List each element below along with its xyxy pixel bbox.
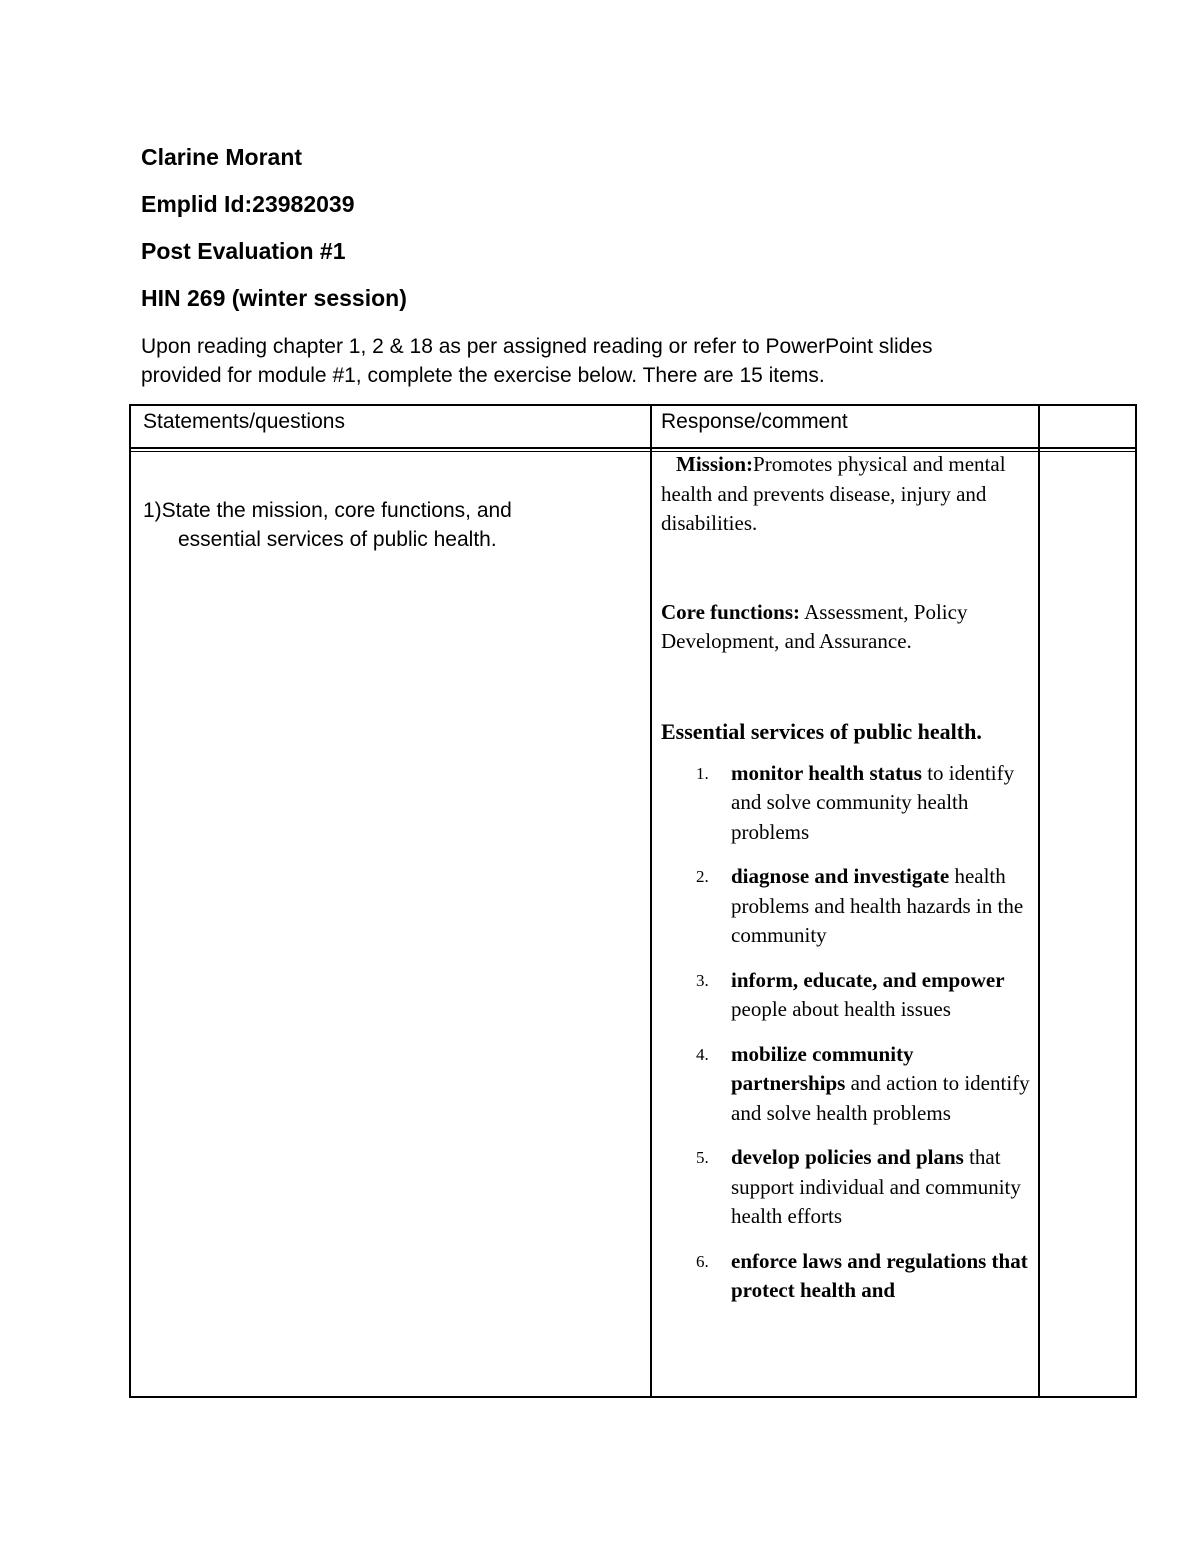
essential-services-title: Essential services of public health.: [661, 718, 982, 744]
header-row-divider: [131, 447, 1135, 449]
column-header-response: Response/comment: [661, 410, 848, 433]
exercise-table: [129, 404, 1137, 1398]
column-header-statements: Statements/questions: [143, 410, 345, 433]
column-divider: [1038, 406, 1040, 1396]
column-divider: [650, 406, 652, 1396]
instructions-line-1: Upon reading chapter 1, 2 & 18 as per assigned reading or refer to PowerPoint slides: [141, 335, 933, 358]
list-item: 1. monitor health status to identify and solve community health problems: [696, 760, 1015, 844]
instructions-line-2: provided for module #1, complete the exercise below. There are 15 items.: [141, 364, 825, 387]
mission-label: Mission:: [676, 452, 754, 476]
student-name: Clarine Morant: [141, 144, 303, 170]
core-functions-text: Assessment, Policy Development, and Assurance.: [661, 599, 968, 653]
core-functions-paragraph: [661, 598, 1031, 657]
mission-paragraph: [661, 450, 1031, 539]
list-item: 5. develop policies and plans that support individual and community health efforts: [696, 1145, 1021, 1228]
essential-services-list: [661, 759, 1031, 1306]
emplid: Emplid Id:23982039: [141, 191, 355, 217]
question-1-line-2: essential services of public health.: [178, 528, 497, 551]
mission-text: Promotes physical and mental health and prevents disease, injury and disabilities.: [661, 452, 1006, 535]
core-functions-label: Core functions:: [661, 599, 801, 624]
list-item: 4. mobilize community partnerships and action to identify and solve health problems: [696, 1041, 1030, 1125]
evaluation-title: Post Evaluation #1: [141, 238, 346, 264]
instructions: [141, 332, 1101, 390]
response-1: [661, 450, 1031, 1306]
list-item: 3. inform, educate, and empower people about health issues: [696, 967, 1005, 1021]
list-item: 2. diagnose and investigate health problems and health hazards in the community: [696, 864, 1024, 947]
course-title: HIN 269 (winter session): [141, 285, 407, 311]
question-1: [143, 496, 623, 554]
list-item: 6. enforce laws and regulations that protect health and: [696, 1248, 1028, 1302]
question-1-line-1: 1)State the mission, core functions, and: [143, 499, 512, 522]
